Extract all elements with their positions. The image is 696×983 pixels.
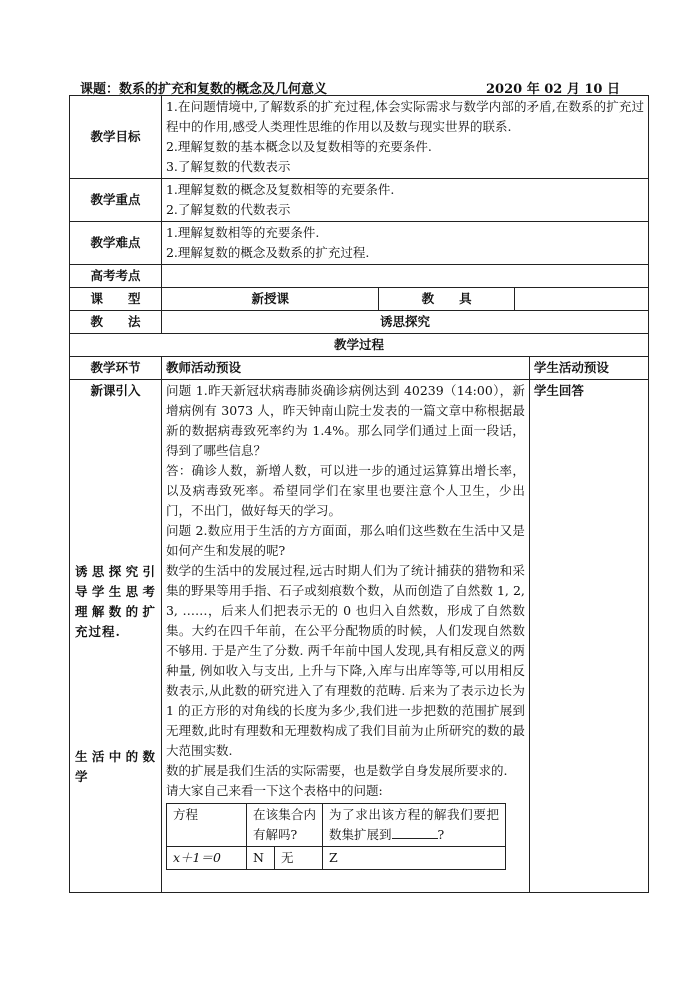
goal-content bbox=[161, 96, 648, 179]
step-column bbox=[70, 380, 162, 893]
eq-row-equation: x＋1＝0 bbox=[166, 847, 246, 870]
key-label: 教学重点 bbox=[70, 179, 162, 222]
teacher-activities bbox=[161, 380, 529, 893]
tool-value bbox=[514, 288, 648, 311]
lesson-date: 2020 年 02 月 10 日 bbox=[486, 82, 620, 97]
method-label: 教 法 bbox=[70, 311, 162, 334]
row-type bbox=[70, 288, 649, 311]
col-student-header: 学生活动预设 bbox=[529, 357, 648, 380]
type-label: 课 型 bbox=[70, 288, 162, 311]
answer-1: 答：确诊人数，新增人数，可以进一步的通过运算算出增长率，以及病毒致死率。希望同学们在家里也要注意个人卫生，少出门，不出门，做好每天的学习。 bbox=[165, 463, 525, 518]
lesson-title: 课题：数系的扩充和复数的概念及几何意义 bbox=[80, 82, 328, 97]
process-label: 教学过程 bbox=[70, 334, 649, 357]
step-intro: 新课引入 bbox=[90, 383, 141, 398]
method-value: 诱思探究 bbox=[161, 311, 648, 334]
document-header bbox=[80, 78, 620, 97]
type-value: 新授课 bbox=[161, 288, 379, 311]
goal-line-3: 3.了解复数的代数表示 bbox=[165, 159, 291, 174]
row-difficulty bbox=[70, 222, 649, 265]
row-process bbox=[70, 334, 649, 357]
equation-table bbox=[166, 803, 506, 870]
table-intro: 请大家自己来看一下这个表格中的问题: bbox=[165, 783, 383, 798]
difficulty-content bbox=[161, 222, 648, 265]
key-line-1: 1.理解复数的概念及复数相等的充要条件. bbox=[165, 182, 395, 197]
equation-table-row bbox=[166, 847, 505, 870]
eq-header-extend bbox=[322, 804, 505, 847]
fill-blank bbox=[392, 826, 438, 839]
eq-header-equation: 方程 bbox=[166, 804, 246, 847]
goal-label: 教学目标 bbox=[70, 96, 162, 179]
question-1: 问题 1.昨天新冠状病毒肺炎确诊病例达到 40239（14:00），新增病例有 3073 人，昨天钟南山院士发表的一篇文章中称根据最新的数据病毒致死率约为 1.4%。那么同学们通过上面一段话，得到了哪些信息？ bbox=[165, 383, 525, 458]
key-content bbox=[161, 179, 648, 222]
col-step-header: 教学环节 bbox=[70, 357, 162, 380]
eq-row-solution: 无 bbox=[274, 847, 322, 870]
row-goal bbox=[70, 96, 649, 179]
key-line-2: 2.了解复数的代数表示 bbox=[165, 202, 291, 217]
row-process-content bbox=[70, 380, 649, 893]
eq-row-set: N bbox=[246, 847, 274, 870]
eq-header-question-mark: ? bbox=[437, 827, 445, 842]
extension-paragraph: 数的扩展是我们生活的实际需要，也是数学自身发展所要求的. bbox=[165, 763, 508, 778]
difficulty-label: 教学难点 bbox=[70, 222, 162, 265]
lesson-plan-table bbox=[69, 95, 649, 893]
exam-content bbox=[161, 265, 648, 288]
eq-header-has-solution: 在该集合内有解吗? bbox=[246, 804, 322, 847]
question-2: 问题 2.数应用于生活的方方面面，那么咱们这些数在生活中又是如何产生和发展的呢? bbox=[165, 523, 525, 558]
goal-line-2: 2.理解复数的基本概念以及复数相等的充要条件. bbox=[165, 139, 432, 154]
row-method bbox=[70, 311, 649, 334]
row-exam bbox=[70, 265, 649, 288]
tool-label: 教 具 bbox=[379, 288, 514, 311]
student-activities: 学生回答 bbox=[529, 380, 648, 893]
step-life-math: 生活中的数学 bbox=[75, 749, 156, 784]
eq-header-extend-text: 为了求出该方程的解我们要把数集扩展到 bbox=[328, 807, 499, 842]
eq-row-extension: Z bbox=[322, 847, 505, 870]
goal-line-1: 1.在问题情境中,了解数系的扩充过程,体会实际需求与数学内部的矛盾,在数系的扩充过程中的作用,感受人类理性思维的作用以及数与现实世界的联系. bbox=[165, 99, 644, 134]
row-column-headers bbox=[70, 357, 649, 380]
difficulty-line-1: 1.理解复数相等的充要条件. bbox=[165, 225, 320, 240]
exam-label: 高考考点 bbox=[70, 265, 162, 288]
col-teacher-header: 教师活动预设 bbox=[161, 357, 529, 380]
difficulty-line-2: 2.理解复数的概念及数系的扩充过程. bbox=[165, 245, 370, 260]
step-explore: 诱思探究引导学生思考理解数的扩充过程. bbox=[75, 564, 156, 639]
row-key bbox=[70, 179, 649, 222]
equation-table-header bbox=[166, 804, 505, 847]
history-paragraph: 数学的生活中的发展过程,远古时期人们为了统计捕获的猎物和采集的野果等用手指、石子或刻痕数个数，从而创造了自然数 1, 2, 3, ……，后来人们把表示无的 0 也归入自然数，形成了自然数集。大约在四千年前，在公平分配物质的时候，人们发现自然数不够用. 于是产生了分数. 两千年前中国人发现,具有相反意义的两种量, 例如收入与支出, 上升与下降,入库与出库等等,可以用相反数表示,从此数的研究进入了有理数的范畴. 后来为了表示边长为 1 的正方形的对角线的长度为多少,我们进一步把数的范围扩展到无理数,此时有理数和无理数构成了我们目前为止所研究的数的最大范围实数. bbox=[165, 563, 525, 758]
